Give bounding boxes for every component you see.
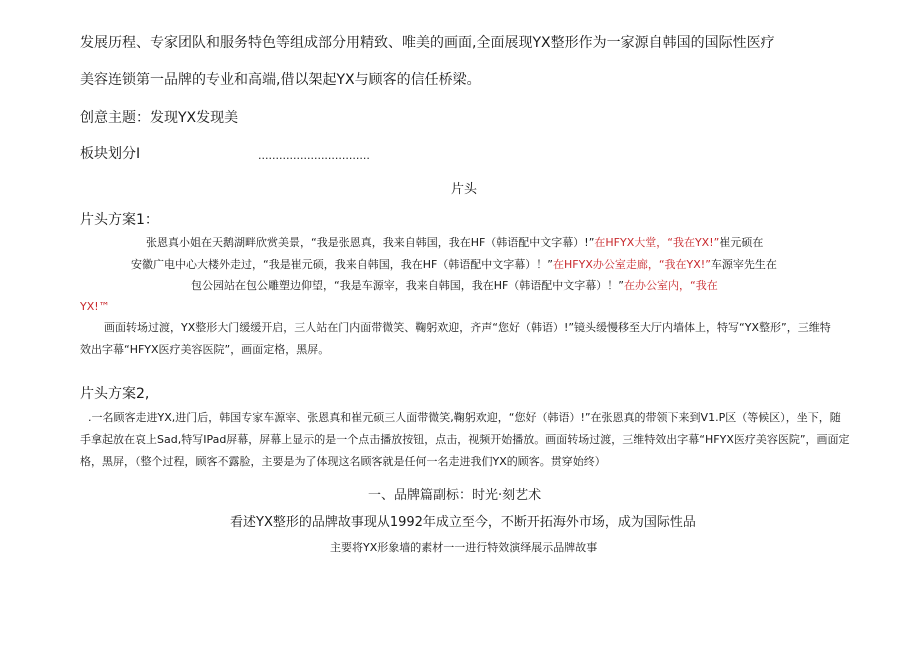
plan1-line-1-highlight: 在HFYX大堂，“我在YX!” xyxy=(594,236,720,249)
intro-line-1: 发展历程、专家团队和服务特色等组成部分用精致、唯美的画面,全面展现YX整形作为一家源自韩国的国际性医疗 xyxy=(80,35,775,51)
plan2-heading: 片头方案2, xyxy=(80,386,150,402)
plan1-line-4: YX!™ xyxy=(80,300,110,313)
plan1-line-3 xyxy=(191,280,718,291)
creative-theme: 创意主题：发现YX发现美 xyxy=(80,110,239,126)
plan1-line-1 xyxy=(146,237,763,248)
plan1-line-3-text: 包公园站在包公雕塑边仰望，“我是车源宰，我来自韩国，我在HF（韩语配中文字幕）！” xyxy=(191,279,624,292)
plan1-line-3-highlight: 在办公室内，“我在 xyxy=(624,279,718,292)
plan1-line-1-text: 张恩真小姐在天鹅湖畔欣赏美景，“我是张恩真，我来自韩国，我在HF（韩语配中文字幕）!” xyxy=(146,236,595,249)
plan1-line-2-text: 安徽广电中心大楼外走过，“我是崔元硕，我来自韩国，我在HF（韩语配中文字幕）！” xyxy=(131,258,553,271)
plan1-line-2-highlight: 在HFYX办公室走廊，“我在YX!” xyxy=(553,258,711,271)
plan1-line-1-tail: 崔元硕在 xyxy=(719,236,764,249)
plan1-line-2 xyxy=(131,259,777,270)
intro-line-2: 美容连锁第一品牌的专业和高端,借以架起YX与顾客的信任桥梁。 xyxy=(80,72,481,88)
plan1-line-2-tail: 车源宰先生在 xyxy=(710,258,777,271)
opening-title: 片头 xyxy=(451,182,478,197)
plan2-line-1: .一名顾客走进YX,进门后，韩国专家车源宰、张恩真和崔元硕三人面带微笑,鞠躬欢迎，“您好（韩语）!”在张恩真的带领下来到V1.P区（等候区），坐下，随 xyxy=(88,411,841,424)
brand-note: 主要将YX形象墙的素材一一进行特效演绎展示品牌故事 xyxy=(330,541,598,554)
plan1-line-6: 效出字幕“HFYX医疗美容医院”，画面定格，黑屏。 xyxy=(80,343,330,356)
plan2-line-2: 手拿起放在哀上Sad,特写IPad屏幕，屏幕上显示的是一个点击播放按钮，点击，视频开始播放。画面转场过渡，三维特效出字幕“HFYX医疗美容医院”，画面定 xyxy=(80,433,850,446)
section-split-label: 板块划分I xyxy=(80,146,141,162)
dot-leader: ................................ xyxy=(258,149,370,162)
plan2-line-3: 格，黑屏，（整个过程，顾客不露脸，主要是为了体现这名顾客就是任何一名走进我们YX的顾客。贯穿始终） xyxy=(80,455,606,468)
plan1-heading: 片头方案1： xyxy=(80,212,159,228)
plan1-line-5: 画面转场过渡，YX整形大门缓缓开启，三人站在门内面带微笑、鞠躬欢迎，齐声“您好（韩语）!”镜头缓慢移至大厅内墙体上，特写“YX整形”，三维特 xyxy=(104,321,831,334)
brand-headline: 看述YX整形的品牌故事现从1992年成立至今，不断开拓海外市场，成为国际性品 xyxy=(230,515,696,530)
brand-subtitle: 一、品牌篇副标：时光·刻艺术 xyxy=(368,488,542,503)
